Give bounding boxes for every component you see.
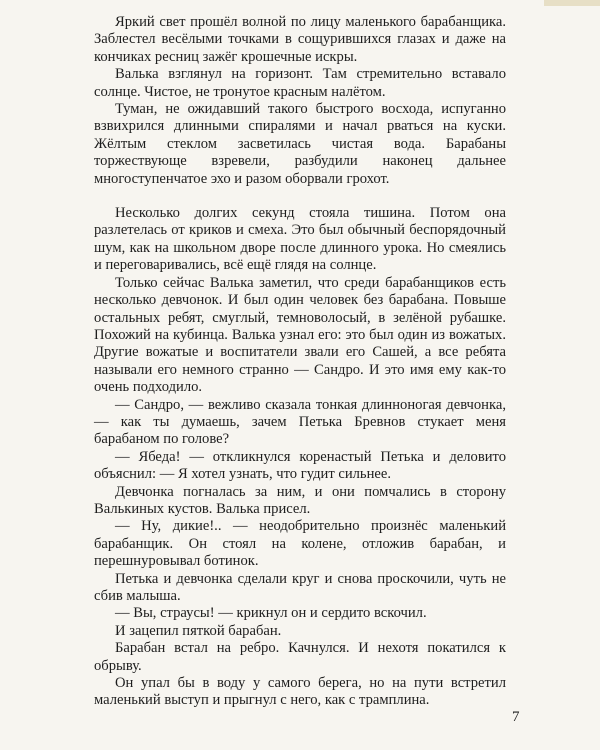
paragraph: Только сейчас Валька заметил, что среди барабанщиков есть несколько девчонок. И был один человек без барабана. Повыше остальных ребят, смуглый, темноволосый, в зелёной рубашке. Похожий на кубинца. Валька узнал его: это был один из вожатых. Другие вожатые и воспитатели звали его Сашей, а все ребята называли его немного странно — Сандро. И это имя ему как-то очень подходило.	[94, 274, 506, 396]
page-number: 7	[512, 709, 520, 725]
page-corner-mark	[544, 0, 600, 6]
paragraph: Несколько долгих секунд стояла тишина. Потом она разлетелась от криков и смеха. Это был обычный беспорядочный шум, как на школьном дворе после длинного урока. Но смеялись и переговаривались, всё ещё глядя на солнце.	[94, 205, 506, 274]
paragraph: Валька взглянул на горизонт. Там стремительно вставало солнце. Чистое, не тронутое красным налётом.	[94, 66, 506, 100]
paragraph: Яркий свет прошёл волной по лицу маленького барабанщика. Заблестел весёлыми точками в сощурившихся глазах и даже на кончиках ресниц зажёг крошечные искры.	[94, 14, 506, 65]
paragraph: — Сандро, — вежливо сказала тонкая длинноногая девчонка, — как ты думаешь, зачем Петька Бревнов стукает меня барабаном по голове?	[94, 396, 506, 448]
paragraph: И зацепил пяткой барабан.	[115, 622, 282, 639]
paragraph: Он упал бы в воду у самого берега, но на пути встретил маленький выступ и прыгнул с него, как с трамплина.	[94, 675, 506, 709]
paragraph: — Ябеда! — откликнулся коренастый Петька и деловито объяснил: — Я хотел узнать, что гудит сильнее.	[94, 448, 506, 483]
paragraph: Туман, не ожидавший такого быстрого восхода, испуганно взвихрился длинными спиралями и начал рваться на куски. Жёлтым стеклом засветилась чистая вода. Барабаны торжествующе взревели, разбудили наконец дальнее многоступенчатое эхо и разом оборвали грохот.	[94, 101, 506, 187]
paragraph: — Ну, дикие!.. — неодобрительно произнёс маленький барабанщик. Он стоял на колене, отложив барабан, и перешнуровывал ботинок.	[94, 518, 506, 570]
section-break	[94, 188, 506, 205]
paragraph: Барабан встал на ребро. Качнулся. И нехотя покатился к обрыву.	[94, 640, 506, 674]
paragraph: Петька и девчонка сделали круг и снова проскочили, чуть не сбив малыша.	[94, 570, 506, 604]
paragraph: Девчонка погналась за ним, и они помчались в сторону Валькиных кустов. Валька присел.	[94, 483, 506, 517]
paragraph: — Вы, страусы! — крикнул он и сердито вскочил.	[115, 605, 427, 622]
book-page-text	[94, 14, 506, 710]
